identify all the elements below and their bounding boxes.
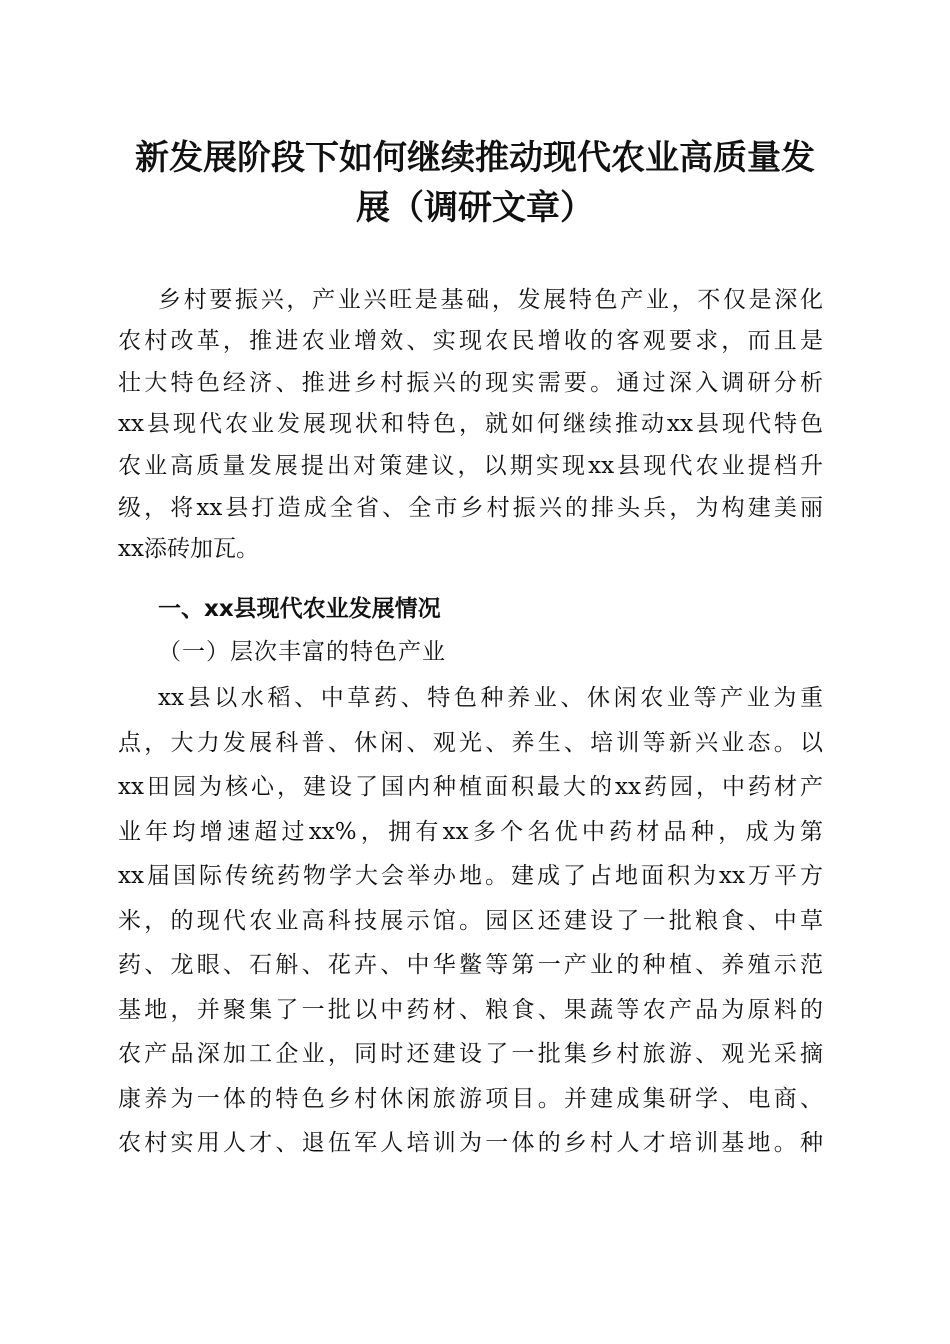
body-line-11: 农村实用人才、退伍军人培训为一体的乡村人才培训基地。种	[118, 1130, 823, 1156]
body-line-5: xx届国际传统药物学大会举办地。建成了占地面积为xx万平方	[118, 863, 823, 889]
intro-line-3: 壮大特色经济、推进乡村振兴的现实需要。通过深入调研分析	[118, 370, 823, 396]
title-line-2: 展（调研文章）	[356, 188, 594, 228]
body-line-9: 农产品深加工企业，同时还建设了一批集乡村旅游、观光采摘	[118, 1041, 823, 1067]
intro-line-1: 乡村要振兴，产业兴旺是基础，发展特色产业，不仅是深化	[158, 287, 823, 313]
intro-line-6: 级，将xx县打造成全省、全市乡村振兴的排头兵，为构建美丽	[118, 495, 823, 521]
section-heading: 一、xx县现代农业发展情况	[158, 596, 441, 622]
body-line-8: 基地，并聚集了一批以中药材、粮食、果蔬等农产品为原料的	[118, 997, 823, 1023]
document-title	[110, 133, 840, 233]
body-line-1: xx县以水稻、中草药、特色种养业、休闲农业等产业为重	[158, 685, 823, 711]
title-line-1: 新发展阶段下如何继续推动现代农业高质量发	[135, 138, 815, 178]
intro-line-7: xx添砖加瓦。	[118, 536, 259, 562]
intro-line-4: xx县现代农业发展现状和特色，就如何继续推动xx县现代特色	[118, 411, 823, 437]
body-line-3: xx田园为核心，建设了国内种植面积最大的xx药园，中药材产	[118, 774, 823, 800]
intro-line-5: 农业高质量发展提出对策建议，以期实现xx县现代农业提档升	[118, 453, 823, 479]
body-line-2: 点，大力发展科普、休闲、观光、养生、培训等新兴业态。以	[118, 730, 823, 756]
intro-line-2: 农村改革，推进农业增效、实现农民增收的客观要求，而且是	[118, 328, 823, 354]
body-line-4: 业年均增速超过xx%，拥有xx多个名优中药材品种，成为第	[118, 819, 823, 845]
body-line-7: 药、龙眼、石斛、花卉、中华鳖等第一产业的种植、养殖示范	[118, 952, 823, 978]
body-line-6: 米，的现代农业高科技展示馆。园区还建设了一批粮食、中草	[118, 908, 823, 934]
body-line-10: 康养为一体的特色乡村休闲旅游项目。并建成集研学、电商、	[118, 1086, 823, 1112]
subsection-heading: （一）层次丰富的特色产业	[158, 639, 446, 665]
